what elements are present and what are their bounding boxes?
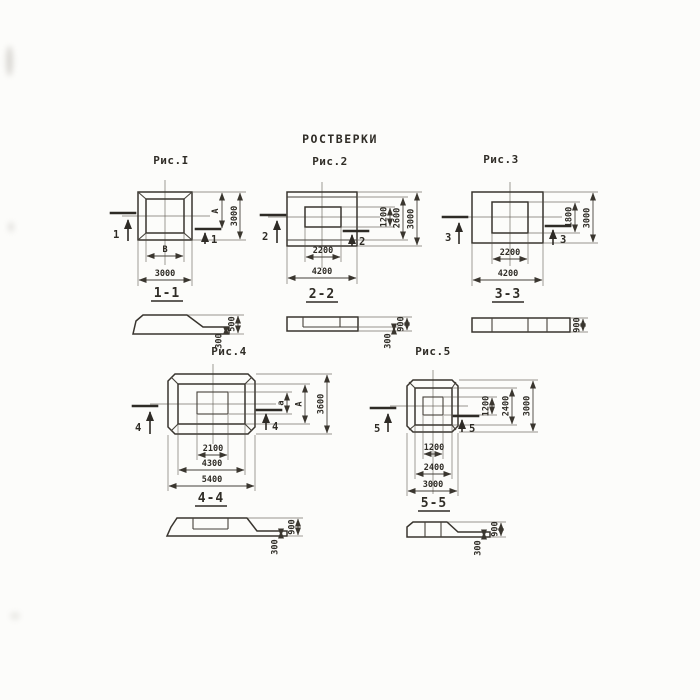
figure-1-cut-marks: [111, 213, 220, 246]
fig2-dim-3000: 3000: [406, 208, 417, 230]
fig1-section-profile: [133, 315, 229, 334]
fig4-dim-A-big: А: [294, 401, 305, 407]
figure-4-plan: [150, 364, 279, 444]
figure-4-cut-marks: [133, 406, 281, 434]
fig3-dim-2200: 2200: [499, 248, 521, 258]
fig4-section-title: 4-4: [197, 491, 225, 506]
fig5-dim-2400-h: 2400: [423, 463, 445, 473]
fig2-sec-dim-900: 900: [396, 316, 407, 332]
figure-1-section: [133, 286, 244, 349]
figure-5-cut-marks: [371, 408, 478, 435]
fig1-dim-A: А: [211, 208, 221, 214]
figure-2-caption: Рис.2: [312, 155, 348, 168]
figure-2-dimensions: [287, 192, 422, 284]
figure-3-caption: Рис.3: [483, 153, 519, 166]
fig5-dim-3000-h: 3000: [422, 480, 444, 490]
figure-2: [261, 155, 422, 349]
fig1-sec-dim-500: 500: [227, 316, 238, 332]
fig2-cut-number-left: 2: [262, 231, 269, 243]
figure-2-section: [287, 287, 412, 349]
figure-3-section: [472, 287, 588, 333]
fig2-sec-dim-300: 300: [383, 333, 394, 349]
fig2-dim-2200: 2200: [312, 246, 334, 256]
fig3-dim-3000: 3000: [582, 207, 593, 229]
drawing-title: РОСТВЕРКИ: [302, 132, 378, 146]
fig5-sec-dim-900: 900: [490, 521, 501, 537]
fig4-cut-number-left: 4: [135, 422, 142, 434]
fig4-cut-number-mid: 4: [272, 421, 279, 433]
fig2-section-profile: [287, 317, 358, 331]
fig5-dim-2400-v: 2400: [501, 395, 512, 417]
fig3-section-title: 3-3: [494, 287, 522, 302]
fig4-dim-2100: 2100: [202, 444, 224, 454]
fig2-dim-4200: 4200: [311, 267, 333, 277]
fig5-dim-1200-v: 1200: [481, 395, 492, 417]
fig3-dim-1800: 1800: [564, 206, 575, 228]
fig3-cut-number-left: 3: [445, 232, 452, 244]
fig1-dim-B: В: [162, 245, 168, 255]
fig5-section-profile: [407, 522, 490, 537]
figure-4-section: [167, 491, 303, 555]
fig3-plan-outline: [472, 192, 543, 243]
fig2-dim-1200: 1200: [379, 206, 390, 228]
figure-2-cut-marks: [261, 215, 368, 248]
fig4-section-profile: [167, 518, 287, 536]
fig3-sec-dim-900: 900: [572, 317, 583, 333]
fig5-sec-dim-300: 300: [473, 540, 484, 556]
figure-3-dimensions: [472, 192, 598, 286]
fig5-section-title: 5-5: [420, 496, 448, 511]
figure-5-section: [407, 496, 506, 556]
figure-5: [371, 345, 538, 556]
fig1-section-title: 1-1: [153, 286, 181, 301]
figure-3-cut-marks: [443, 217, 570, 246]
figure-1: [111, 154, 246, 349]
fig1-cut-number-mid: 1: [211, 234, 218, 246]
fig2-cut-number-mid: 2: [359, 236, 366, 248]
fig4-sec-dim-900: 900: [287, 519, 298, 535]
figure-1-caption: Рис.I: [153, 154, 189, 167]
fig4-dim-a-small: а: [276, 400, 287, 406]
fig1-cut-number-left: 1: [113, 229, 120, 241]
figure-3: [443, 153, 598, 333]
fig2-dim-2600: 2600: [392, 207, 403, 229]
fig4-dim-4300: 4300: [201, 459, 223, 469]
fig4-sec-dim-300: 300: [270, 539, 281, 555]
fig5-dim-3000-v: 3000: [522, 395, 533, 417]
fig1-sec-dim-300: 300: [214, 333, 225, 349]
fig5-dim-1200-h: 1200: [423, 443, 445, 453]
fig3-cut-number-mid: 3: [560, 234, 567, 246]
figure-5-plan: [390, 370, 468, 494]
fig1-dim-3000-h: 3000: [154, 269, 176, 279]
fig3-section-profile: [472, 318, 570, 332]
fig4-dim-3600: 3600: [316, 393, 327, 415]
fig2-section-title: 2-2: [308, 287, 336, 302]
figure-4-caption: Рис.4: [211, 345, 247, 358]
fig5-cut-number-left: 5: [374, 423, 381, 435]
fig5-cut-number-mid: 5: [469, 423, 476, 435]
fig1-dim-3000-v: 3000: [230, 205, 240, 227]
fig3-dim-4200: 4200: [497, 269, 519, 279]
figure-5-caption: Рис.5: [415, 345, 451, 358]
figure-4: [133, 345, 332, 555]
fig4-dim-5400: 5400: [201, 475, 223, 485]
